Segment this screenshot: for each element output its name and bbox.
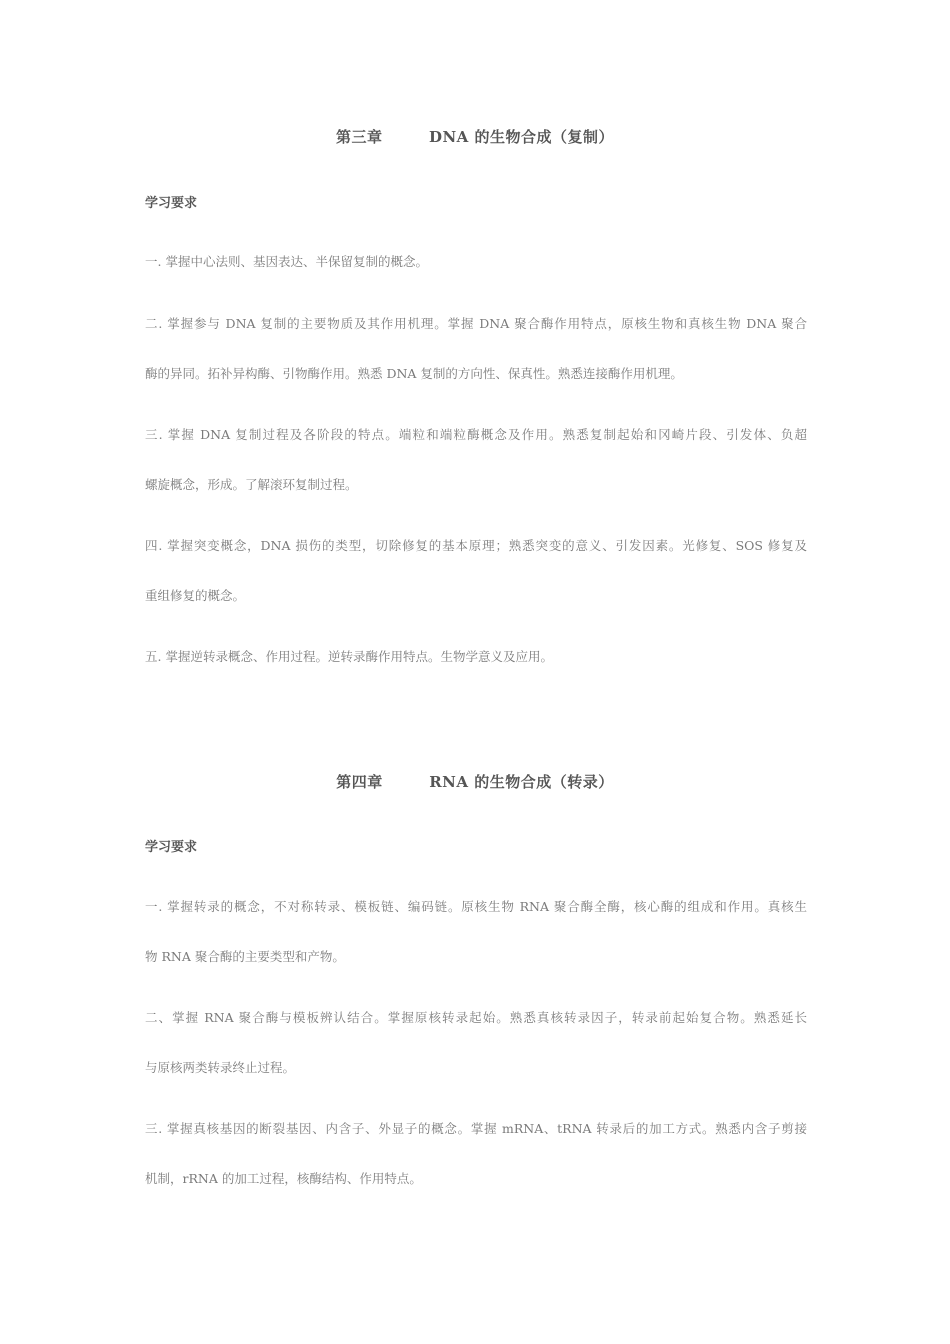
chapter-3-item-3-line-1: 三. 掌握 DNA 复制过程及各阶段的特点。端粒和端粒酶概念及作用。熟悉复制起始和冈崎片段、引发体、负超 (145, 427, 807, 442)
chapter-4-item-2 (145, 993, 807, 1093)
chapter-4-item-3 (145, 1104, 807, 1204)
chapter-3-item-2-line-1: 二. 掌握参与 DNA 复制的主要物质及其作用机理。掌握 DNA 聚合酶作用特点，原核生物和真核生物 DNA 聚合 (145, 316, 807, 331)
chapter-4-requirements-heading: 学习要求 (145, 840, 198, 855)
chapter-4-item-1 (145, 882, 807, 982)
chapter-3-item-4 (145, 521, 807, 621)
chapter-4-item-1-line-2: 物 RNA 聚合酶的主要类型和产物。 (145, 949, 345, 964)
chapter-4-item-1-line-1: 一. 掌握转录的概念，不对称转录、模板链、编码链。原核生物 RNA 聚合酶全酶，核心酶的组成和作用。真核生 (145, 899, 807, 914)
chapter-3-item-3 (145, 410, 807, 510)
chapter-3-item-3-line-2: 螺旋概念，形成。了解滚环复制过程。 (145, 477, 358, 492)
chapter-3-item-4-line-2: 重组修复的概念。 (145, 588, 246, 603)
chapter-3-item-5 (145, 632, 807, 682)
chapter-3-requirements-heading: 学习要求 (145, 196, 198, 211)
chapter-4-item-3-line-1: 三. 掌握真核基因的断裂基因、内含子、外显子的概念。掌握 mRNA、tRNA 转录后的加工方式。熟悉内含子剪接 (145, 1121, 807, 1136)
chapter-3-item-2 (145, 299, 807, 399)
chapter-4-item-2-line-1: 二、掌握 RNA 聚合酶与模板辨认结合。掌握原核转录起始。熟悉真核转录因子，转录前起始复合物。熟悉延长 (145, 1010, 807, 1025)
chapter-3-item-2-line-2: 酶的异同。拓补异构酶、引物酶作用。熟悉 DNA 复制的方向性、保真性。熟悉连接酶作用机理。 (145, 366, 683, 381)
chapter-4-item-2-line-2: 与原核两类转录终止过程。 (145, 1060, 296, 1075)
chapter-3-item-4-line-1: 四. 掌握突变概念，DNA 损伤的类型，切除修复的基本原理；熟悉突变的意义、引发因素。光修复、SOS 修复及 (145, 538, 807, 553)
chapter-4-item-3-line-2: 机制，rRNA 的加工过程，核酶结构、作用特点。 (145, 1171, 422, 1186)
chapter-3-item-1-line-1: 一. 掌握中心法则、基因表达、半保留复制的概念。 (145, 254, 428, 269)
chapter-4-title: 第四章 RNA 的生物合成（转录） (336, 773, 614, 791)
chapter-3-title: 第三章 DNA 的生物合成（复制） (335, 128, 615, 146)
chapter-3-item-5-line-1: 五. 掌握逆转录概念、作用过程。逆转录酶作用特点。生物学意义及应用。 (145, 649, 553, 664)
chapter-3-item-1 (145, 237, 807, 287)
